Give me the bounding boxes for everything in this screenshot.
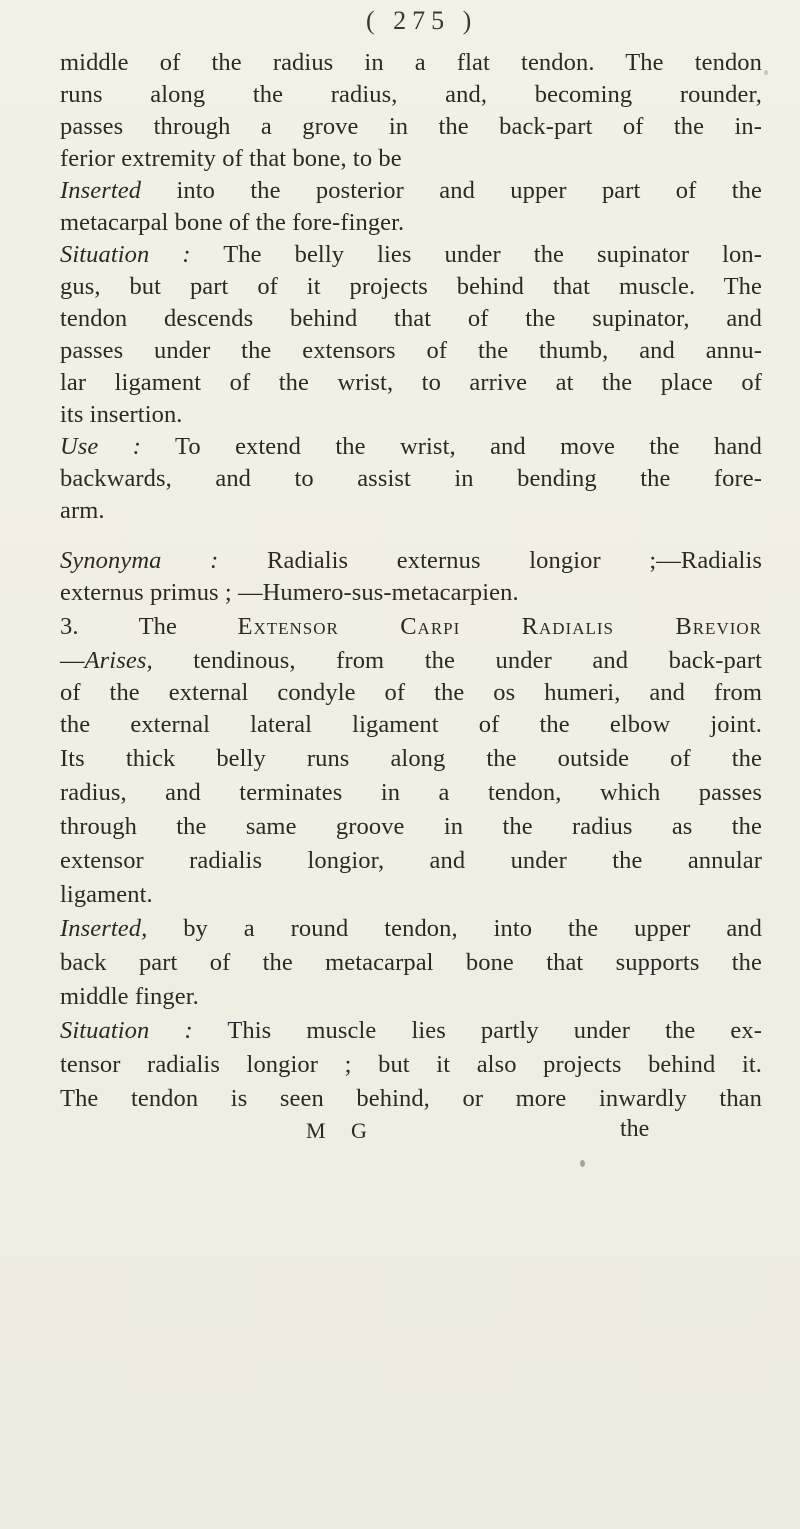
text-line: extensor radialis longior, and under the annular: [60, 847, 762, 874]
text-line: [60, 546, 762, 576]
muscle-name: Extensor Carpi Radialis Brevior: [237, 613, 762, 640]
text-line: passes through a grove in the back-part of the in-: [60, 113, 762, 140]
text-line: ligament.: [60, 881, 153, 908]
text-line: ferior extremity of that bone, to be: [60, 145, 402, 172]
text-line: backwards, and to assist in bending the fore-: [60, 465, 762, 492]
signature-mark: M G: [306, 1118, 377, 1143]
inline-text: Radialis externus longior ;—Radialis: [218, 547, 762, 574]
section-heading: [60, 612, 762, 642]
inline-text: This muscle lies partly under the ex-: [192, 1017, 762, 1044]
text-line: lar ligament of the wrist, to arrive at the place of: [60, 369, 762, 396]
text-line: The tendon is seen behind, or more inwardly than: [60, 1085, 762, 1112]
inline-heading: Situation :: [60, 241, 191, 268]
ink-speck: [580, 1160, 585, 1167]
text-line: back part of the metacarpal bone that supports the: [60, 949, 762, 976]
text-line: through the same groove in the radius as the: [60, 813, 762, 840]
ink-speck: [764, 70, 768, 75]
text-line: runs along the radius, and, becoming rounder,: [60, 81, 762, 108]
text-line: its insertion.: [60, 401, 183, 428]
text-line: middle of the radius in a flat tendon. The tendon: [60, 49, 762, 76]
text-line: tensor radialis longior ; but it also projects behind it.: [60, 1051, 762, 1078]
text-line: externus primus ; —Humero-sus-metacarpien.: [60, 579, 519, 606]
text-line: [60, 240, 762, 270]
text-line: metacarpal bone of the fore-finger.: [60, 209, 405, 236]
text-line: of the external condyle of the os humeri, and from: [60, 679, 762, 706]
inline-text: tendinous, from the under and back-part: [152, 647, 762, 674]
text-line: arm.: [60, 497, 105, 524]
page-number: ( 275 ): [366, 6, 478, 35]
section-number: 3. The: [60, 613, 238, 640]
text-line: [60, 914, 762, 944]
text-line: the external lateral ligament of the elbow joint.: [60, 711, 762, 738]
inline-text: by a round tendon, into the upper and: [147, 915, 762, 942]
dash: —: [60, 647, 85, 674]
inline-heading: Inserted,: [60, 915, 148, 942]
catchword: the: [620, 1116, 650, 1142]
text-line: Its thick belly runs along the outside of the: [60, 745, 762, 772]
inline-heading: Use :: [60, 433, 142, 460]
inline-heading: Synonyma :: [60, 547, 219, 574]
text-line: middle finger.: [60, 983, 199, 1010]
text-line: [60, 176, 762, 206]
text-line: gus, but part of it projects behind that muscle. The: [60, 273, 762, 300]
text-line: [60, 1016, 762, 1046]
text-line: passes under the extensors of the thumb, and annu-: [60, 337, 762, 364]
inline-text: into the posterior and upper part of the: [141, 177, 762, 204]
text-line: [60, 432, 762, 462]
inline-text: To extend the wrist, and move the hand: [141, 433, 762, 460]
text-line: radius, and terminates in a tendon, which passes: [60, 779, 762, 806]
inline-heading: Arises,: [84, 647, 153, 674]
inline-heading: Inserted: [60, 177, 142, 204]
inline-text: The belly lies under the supinator lon-: [190, 241, 762, 268]
text-line: tendon descends behind that of the supinator, and: [60, 305, 762, 332]
text-line: [60, 646, 762, 676]
inline-heading: Situation :: [60, 1017, 193, 1044]
